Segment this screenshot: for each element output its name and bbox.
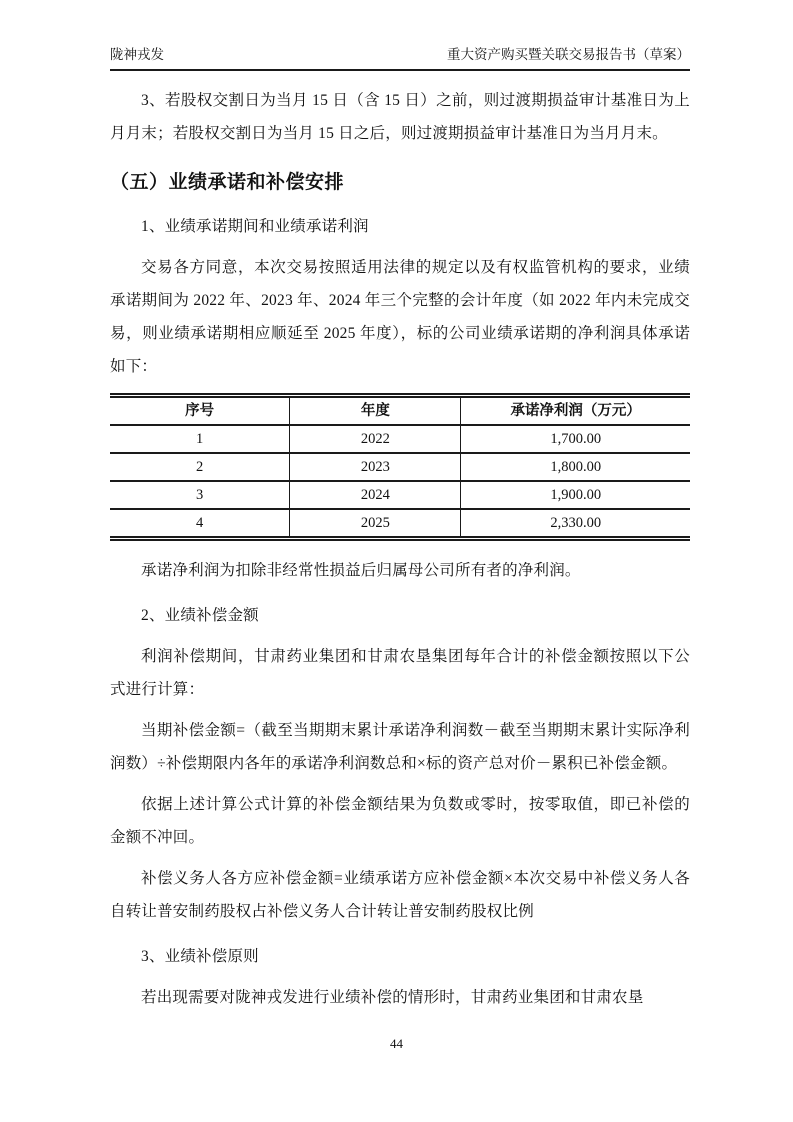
paragraph-zero-value-rule: 依据上述计算公式计算的补偿金额结果为负数或零时，按零取值，即已补偿的金额不冲回。 [110, 796, 690, 846]
subheading-commitment-period: 1、业绩承诺期间和业绩承诺利润 [141, 218, 369, 235]
table-cell-net-profit: 1,900.00 [461, 481, 690, 509]
paragraph-compensation-principle: 若出现需要对陇神戎发进行业绩补偿的情形时，甘肃药业集团和甘肃农垦 [141, 989, 644, 1006]
table-cell-net-profit: 1,800.00 [461, 453, 690, 481]
subheading-compensation-amount: 2、业绩补偿金额 [141, 607, 259, 624]
table-cell-net-profit: 1,700.00 [461, 425, 690, 453]
table-cell-seq: 2 [110, 453, 290, 481]
table-header-seq: 序号 [110, 396, 290, 426]
paragraph-commitment-period: 交易各方同意，本次交易按照适用法律的规定以及有权监管机构的要求，业绩承诺期间为 2022 年、2023 年、2024 年三个完整的会计年度（如 2022 年内未完成交易，则业绩承诺期相应顺延至 2025 年度），标的公司业绩承诺期的净利润具体承诺如下： [110, 259, 690, 375]
section-heading-performance-commitment: （五）业绩承诺和补偿安排 [110, 172, 345, 193]
table-cell-year: 2022 [290, 425, 461, 453]
subheading-compensation-principle: 3、业绩补偿原则 [141, 948, 259, 965]
table-cell-year: 2025 [290, 509, 461, 539]
table-cell-seq: 1 [110, 425, 290, 453]
table-cell-seq: 4 [110, 509, 290, 539]
page-number: 44 [390, 1036, 403, 1051]
table-header-row [110, 396, 690, 426]
table-row [110, 453, 690, 481]
header-left-title: 陇神戎发 [110, 47, 164, 62]
paragraph-delivery-date-rule: 3、若股权交割日为当月 15 日（含 15 日）之前，则过渡期损益审计基准日为上月月末；若股权交割日为当月 15 日之后，则过渡期损益审计基准日为当月月末。 [110, 92, 690, 142]
paragraph-net-profit-definition: 承诺净利润为扣除非经常性损益后归属母公司所有者的净利润。 [141, 562, 581, 579]
page-header [110, 0, 690, 71]
profit-commitment-table [110, 393, 690, 541]
table-row [110, 425, 690, 453]
paragraph-obligor-share-formula: 补偿义务人各方应补偿金额=业绩承诺方应补偿金额×本次交易中补偿义务人各自转让普安制药股权占补偿义务人合计转让普安制药股权比例 [110, 870, 690, 920]
table-cell-seq: 3 [110, 481, 290, 509]
table-row [110, 481, 690, 509]
table-header-net-profit: 承诺净利润（万元） [461, 396, 690, 426]
page-content [110, 0, 690, 1014]
header-right-title: 重大资产购买暨关联交易报告书（草案） [447, 47, 690, 62]
paragraph-compensation-formula: 当期补偿金额=（截至当期期末累计承诺净利润数－截至当期期末累计实际净利润数）÷补偿期限内各年的承诺净利润数总和×标的资产总对价－累积已补偿金额。 [110, 722, 690, 772]
table-cell-net-profit: 2,330.00 [461, 509, 690, 539]
table-row [110, 509, 690, 539]
paragraph-compensation-intro: 利润补偿期间，甘肃药业集团和甘肃农垦集团每年合计的补偿金额按照以下公式进行计算： [110, 648, 690, 698]
table-cell-year: 2023 [290, 453, 461, 481]
table-cell-year: 2024 [290, 481, 461, 509]
table-header-year: 年度 [290, 396, 461, 426]
